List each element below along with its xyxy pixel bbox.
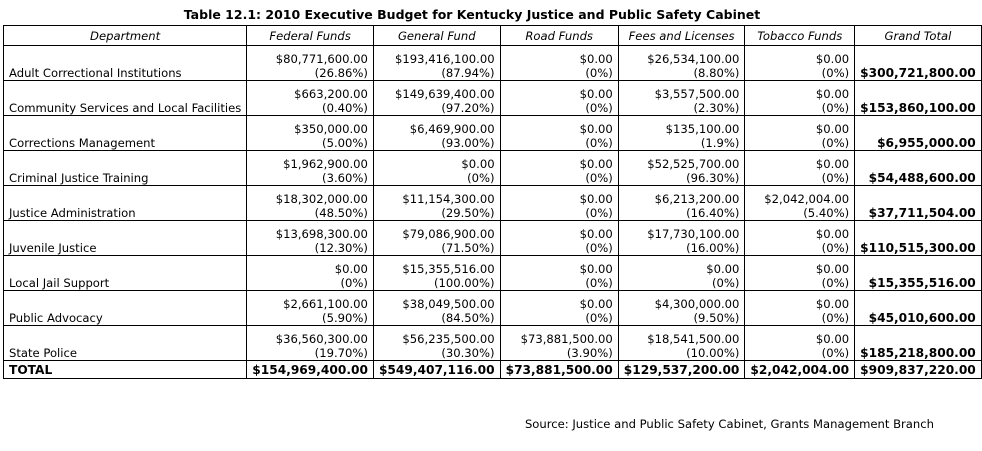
general-amount: $6,469,900.00 [409, 122, 495, 136]
federal-cell [247, 116, 374, 151]
tobacco-cell [745, 46, 855, 81]
road-percent: (0%) [585, 171, 613, 185]
department-name: Criminal Justice Training [4, 151, 247, 186]
general-amount: $193,416,100.00 [395, 52, 495, 66]
road-percent: (0%) [585, 66, 613, 80]
road-amount: $0.00 [579, 157, 613, 171]
header-row [4, 26, 982, 46]
road-amount: $0.00 [579, 52, 613, 66]
fees-cell [618, 326, 745, 361]
federal-percent: (3.60%) [322, 171, 368, 185]
fees-cell [618, 186, 745, 221]
department-name: State Police [4, 326, 247, 361]
tobacco-percent: (0%) [821, 101, 850, 115]
federal-cell [247, 46, 374, 81]
general-cell [373, 116, 500, 151]
tobacco-percent: (0%) [821, 241, 850, 255]
general-cell [373, 326, 500, 361]
federal-cell [247, 81, 374, 116]
fees-amount: $17,730,100.00 [647, 227, 740, 241]
tobacco-amount: $2,042,004.00 [764, 192, 850, 206]
federal-percent: (0.40%) [322, 101, 368, 115]
header-grand-total: Grand Total [855, 26, 982, 46]
tobacco-amount: $0.00 [815, 122, 850, 136]
fees-percent: (96.30%) [686, 171, 740, 185]
general-amount: $149,639,400.00 [395, 87, 495, 101]
table-row [4, 186, 982, 221]
header-general-fund: General Fund [373, 26, 500, 46]
road-amount: $0.00 [579, 297, 613, 311]
general-percent: (30.30%) [441, 346, 495, 360]
general-percent: (71.50%) [441, 241, 495, 255]
budget-table [3, 25, 982, 379]
department-name: Public Advocacy [4, 291, 247, 326]
general-cell [373, 46, 500, 81]
federal-percent: (0%) [340, 276, 368, 290]
total-tobacco: $2,042,004.00 [745, 361, 855, 379]
tobacco-amount: $0.00 [815, 332, 850, 346]
tobacco-amount: $0.00 [815, 157, 850, 171]
federal-cell [247, 326, 374, 361]
general-cell [373, 186, 500, 221]
grand-total-cell: $45,010,600.00 [855, 291, 982, 326]
fees-amount: $26,534,100.00 [647, 52, 740, 66]
fees-amount: $52,525,700.00 [647, 157, 740, 171]
road-percent: (0%) [585, 136, 613, 150]
table-row [4, 256, 982, 291]
table-row [4, 326, 982, 361]
road-percent: (3.90%) [566, 346, 613, 360]
grand-total-cell: $153,860,100.00 [855, 81, 982, 116]
federal-cell [247, 256, 374, 291]
general-amount: $56,235,500.00 [402, 332, 495, 346]
grand-total-cell: $6,955,000.00 [855, 116, 982, 151]
road-cell [500, 116, 618, 151]
federal-cell [247, 151, 374, 186]
general-percent: (0%) [467, 171, 495, 185]
general-cell [373, 151, 500, 186]
table-row [4, 151, 982, 186]
road-amount: $0.00 [579, 192, 613, 206]
federal-amount: $80,771,600.00 [275, 52, 368, 66]
grand-total-cell: $54,488,600.00 [855, 151, 982, 186]
tobacco-percent: (0%) [821, 136, 850, 150]
general-cell [373, 221, 500, 256]
road-cell [500, 291, 618, 326]
general-percent: (87.94%) [441, 66, 495, 80]
total-grand: $909,837,220.00 [855, 361, 982, 379]
tobacco-percent: (0%) [821, 311, 850, 325]
total-general: $549,407,116.00 [373, 361, 500, 379]
general-cell [373, 256, 500, 291]
road-percent: (0%) [585, 206, 613, 220]
table-row [4, 221, 982, 256]
federal-amount: $2,661,100.00 [283, 297, 368, 311]
general-amount: $0.00 [461, 157, 495, 171]
fees-cell [618, 151, 745, 186]
total-label: TOTAL [4, 361, 247, 379]
table-row [4, 81, 982, 116]
federal-amount: $36,560,300.00 [275, 332, 368, 346]
fees-amount: $135,100.00 [665, 122, 740, 136]
federal-percent: (26.86%) [314, 66, 368, 80]
header-road-funds: Road Funds [500, 26, 618, 46]
total-road: $73,881,500.00 [500, 361, 618, 379]
tobacco-amount: $0.00 [815, 52, 850, 66]
federal-percent: (5.00%) [322, 136, 368, 150]
general-amount: $15,355,516.00 [402, 262, 495, 276]
road-percent: (0%) [585, 241, 613, 255]
fees-amount: $4,300,000.00 [654, 297, 740, 311]
road-cell [500, 151, 618, 186]
department-name: Justice Administration [4, 186, 247, 221]
road-amount: $0.00 [579, 262, 613, 276]
tobacco-cell [745, 291, 855, 326]
general-amount: $11,154,300.00 [402, 192, 495, 206]
federal-cell [247, 186, 374, 221]
grand-total-cell: $185,218,800.00 [855, 326, 982, 361]
road-amount: $0.00 [579, 122, 613, 136]
road-amount: $0.00 [579, 87, 613, 101]
grand-total-cell: $110,515,300.00 [855, 221, 982, 256]
fees-cell [618, 256, 745, 291]
header-department: Department [4, 26, 247, 46]
fees-cell [618, 291, 745, 326]
grand-total-cell: $15,355,516.00 [855, 256, 982, 291]
federal-percent: (19.70%) [314, 346, 368, 360]
road-cell [500, 326, 618, 361]
road-cell [500, 81, 618, 116]
tobacco-amount: $0.00 [815, 87, 850, 101]
header-federal-funds: Federal Funds [247, 26, 374, 46]
general-percent: (29.50%) [441, 206, 495, 220]
tobacco-cell [745, 151, 855, 186]
source-note: Source: Justice and Public Safety Cabinet, Grants Management Branch [524, 417, 934, 431]
federal-percent: (12.30%) [314, 241, 368, 255]
fees-percent: (16.40%) [686, 206, 740, 220]
federal-amount: $0.00 [334, 262, 368, 276]
header-fees-and-licenses: Fees and Licenses [618, 26, 745, 46]
general-cell [373, 81, 500, 116]
tobacco-amount: $0.00 [815, 227, 850, 241]
table-row [4, 291, 982, 326]
tobacco-amount: $0.00 [815, 297, 850, 311]
federal-amount: $663,200.00 [294, 87, 368, 101]
fees-cell [618, 221, 745, 256]
fees-amount: $3,557,500.00 [654, 87, 740, 101]
fees-percent: (10.00%) [686, 346, 740, 360]
fees-percent: (2.30%) [693, 101, 740, 115]
tobacco-cell [745, 186, 855, 221]
fees-amount: $0.00 [706, 262, 740, 276]
federal-percent: (48.50%) [314, 206, 368, 220]
tobacco-percent: (0%) [821, 346, 850, 360]
department-name: Local Jail Support [4, 256, 247, 291]
road-cell [500, 221, 618, 256]
general-cell [373, 291, 500, 326]
general-amount: $79,086,900.00 [402, 227, 495, 241]
road-percent: (0%) [585, 311, 613, 325]
header-tobacco-funds: Tobacco Funds [745, 26, 855, 46]
tobacco-percent: (0%) [821, 171, 850, 185]
federal-percent: (5.90%) [322, 311, 368, 325]
tobacco-cell [745, 116, 855, 151]
total-row [4, 361, 982, 379]
federal-cell [247, 291, 374, 326]
tobacco-cell [745, 81, 855, 116]
fees-cell [618, 46, 745, 81]
tobacco-amount: $0.00 [815, 262, 850, 276]
fees-percent: (0%) [711, 276, 740, 290]
general-percent: (100.00%) [433, 276, 495, 290]
tobacco-cell [745, 256, 855, 291]
road-amount: $73,881,500.00 [520, 332, 613, 346]
federal-cell [247, 221, 374, 256]
fees-amount: $6,213,200.00 [654, 192, 740, 206]
federal-amount: $350,000.00 [294, 122, 368, 136]
fees-percent: (16.00%) [686, 241, 740, 255]
federal-amount: $13,698,300.00 [275, 227, 368, 241]
tobacco-percent: (0%) [821, 276, 850, 290]
department-name: Juvenile Justice [4, 221, 247, 256]
road-cell [500, 186, 618, 221]
road-percent: (0%) [585, 276, 613, 290]
general-amount: $38,049,500.00 [402, 297, 495, 311]
tobacco-cell [745, 326, 855, 361]
fees-percent: (9.50%) [693, 311, 740, 325]
grand-total-cell: $300,721,800.00 [855, 46, 982, 81]
total-federal: $154,969,400.00 [247, 361, 374, 379]
department-name: Corrections Management [4, 116, 247, 151]
table-title: Table 12.1: 2010 Executive Budget for Kentucky Justice and Public Safety Cabinet [183, 7, 761, 22]
fees-cell [618, 116, 745, 151]
road-cell [500, 256, 618, 291]
department-name: Adult Correctional Institutions [4, 46, 247, 81]
road-cell [500, 46, 618, 81]
table-row [4, 46, 982, 81]
general-percent: (97.20%) [441, 101, 495, 115]
grand-total-cell: $37,711,504.00 [855, 186, 982, 221]
federal-amount: $18,302,000.00 [275, 192, 368, 206]
table-row [4, 116, 982, 151]
fees-percent: (8.80%) [693, 66, 740, 80]
tobacco-percent: (0%) [821, 66, 850, 80]
road-amount: $0.00 [579, 227, 613, 241]
tobacco-percent: (5.40%) [803, 206, 850, 220]
federal-amount: $1,962,900.00 [283, 157, 368, 171]
general-percent: (93.00%) [441, 136, 495, 150]
fees-cell [618, 81, 745, 116]
fees-amount: $18,541,500.00 [647, 332, 740, 346]
general-percent: (84.50%) [441, 311, 495, 325]
total-fees: $129,537,200.00 [618, 361, 745, 379]
fees-percent: (1.9%) [700, 136, 740, 150]
tobacco-cell [745, 221, 855, 256]
road-percent: (0%) [585, 101, 613, 115]
department-name: Community Services and Local Facilities [4, 81, 247, 116]
